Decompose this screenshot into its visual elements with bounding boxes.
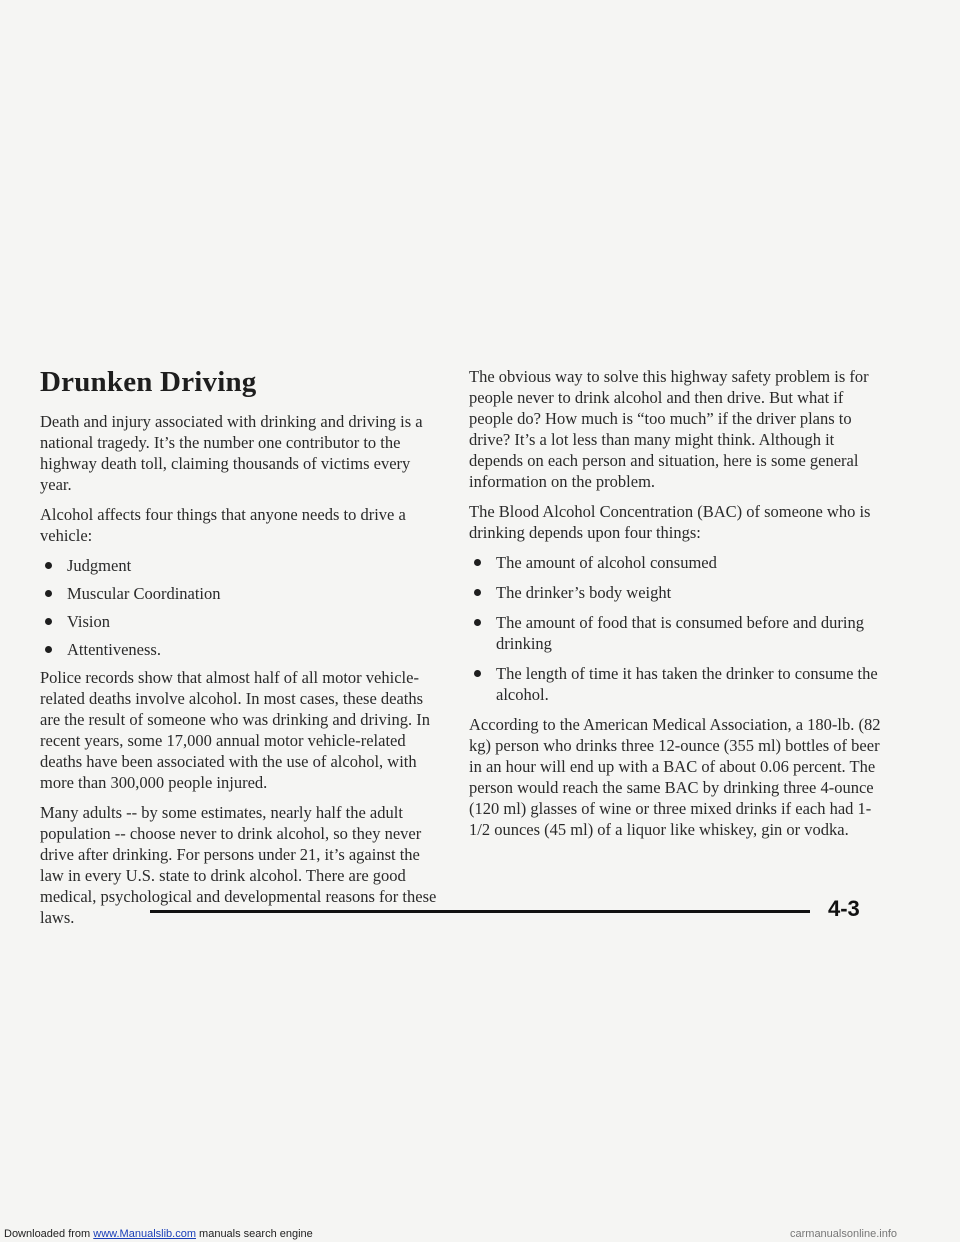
bac-factors-list: [469, 552, 884, 705]
footer-prefix: Downloaded from: [4, 1228, 94, 1240]
list-item: The length of time it has taken the drinker to consume the alcohol.: [469, 663, 884, 705]
bullet-icon: [474, 619, 481, 626]
bullet-icon: [474, 589, 481, 596]
page-number: 4-3: [828, 896, 860, 921]
list-item: Vision: [40, 611, 445, 632]
list-item: The amount of food that is consumed before and during drinking: [469, 612, 884, 654]
bac-paragraph: The Blood Alcohol Concentration (BAC) of someone who is drinking depends upon four things:: [469, 502, 871, 542]
list-item: Muscular Coordination: [40, 583, 445, 604]
watermark-text: carmanualsonline.info: [790, 1228, 898, 1240]
bullet-icon: [45, 562, 52, 569]
bullet-icon: [45, 618, 52, 625]
affects-list: [40, 555, 445, 660]
bullet-icon: [474, 670, 481, 677]
bullet-icon: [474, 559, 481, 566]
affects-paragraph: Alcohol affects four things that anyone needs to drive a vehicle:: [40, 505, 406, 545]
manualslib-link[interactable]: www.Manualslib.com: [93, 1228, 196, 1240]
list-item: The drinker’s body weight: [469, 582, 884, 603]
adults-paragraph: Many adults -- by some estimates, nearly half the adult population -- choose never to drink alcohol, so they never drive after drinking. For persons under 21, it’s against the law in every U.S. state to drink alcohol. There are good medical, psychological and developmental reasons for these laws.: [40, 803, 437, 927]
footer-suffix: manuals search engine: [195, 1228, 313, 1240]
download-footer: [4, 1228, 313, 1240]
left-column: [40, 360, 445, 937]
list-item: Attentiveness.: [40, 639, 445, 660]
footer-rule: [150, 910, 810, 913]
list-item: The amount of alcohol consumed: [469, 552, 884, 573]
solution-paragraph: The obvious way to solve this highway safety problem is for people never to drink alcohol and then drive. But what if people do? How much is “too much” if the driver plans to drive? It’s a lot less than many might think. Although it depends on each person and situation, here is some general information on the problem.: [469, 367, 869, 491]
intro-paragraph: Death and injury associated with drinking and driving is a national tragedy. It’s the number one contributor to the highway death toll, claiming thousands of victims every year.: [40, 412, 423, 494]
list-item: Judgment: [40, 555, 445, 576]
police-records-paragraph: Police records show that almost half of all motor vehicle-related deaths involve alcohol. In most cases, these deaths are the result of someone who was drinking and driving. In recent years, some 17,000 annual motor vehicle-related deaths have been associated with the use of alcohol, with more than 300,000 people injured.: [40, 668, 430, 792]
section-title: Drunken Driving: [40, 366, 257, 398]
bullet-icon: [45, 590, 52, 597]
bullet-icon: [45, 646, 52, 653]
ama-paragraph: According to the American Medical Association, a 180-lb. (82 kg) person who drinks three 12-ounce (355 ml) bottles of beer in an hour will end up with a BAC of about 0.06 percent. The person would reach the same BAC by drinking three 4-ounce (120 ml) glasses of wine or three mixed drinks if each had 1-1/2 ounces (45 ml) of a liquor like whiskey, gin or vodka.: [469, 715, 881, 839]
right-column: [469, 366, 884, 849]
